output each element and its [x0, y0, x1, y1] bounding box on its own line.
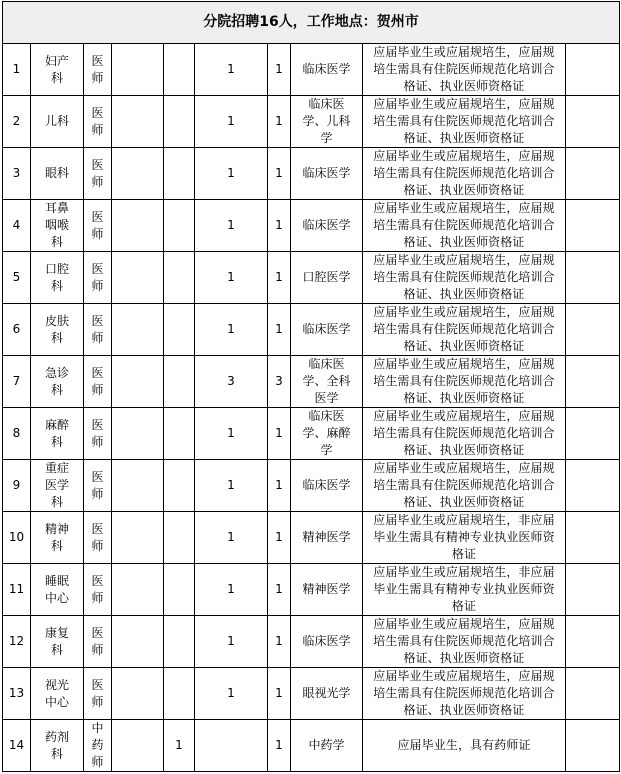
table-row: [3, 616, 620, 668]
cell-department: [31, 512, 84, 564]
cell-requirements-line: 应届毕业生或应届规培生，应届规: [373, 461, 555, 475]
cell-position: [84, 96, 112, 148]
cell-count-a: [164, 668, 195, 720]
cell-requirements: [363, 720, 566, 772]
cell-department-line: 科: [50, 330, 63, 345]
cell-requirements-line: 培生需具有住院医师规范化培训合: [373, 218, 555, 232]
cell-requirements-line: 培生需具有住院医师规范化培训合: [373, 270, 555, 284]
cell-position-line: 师: [91, 278, 104, 293]
cell-requirements-line: 培生需具有住院医师规范化培训合: [373, 634, 555, 648]
table-row: [3, 148, 620, 200]
cell-requirements-line: 格证、执业医师资格证: [403, 703, 525, 717]
cell-blank-a: [112, 668, 164, 720]
cell-no: 10: [3, 512, 31, 564]
cell-blank-a: [112, 460, 164, 512]
cell-position-line: 药: [91, 738, 104, 752]
cell-department-line: 中心: [44, 590, 69, 605]
cell-department-line: 科: [50, 382, 63, 397]
cell-department-line: 口腔: [44, 261, 69, 276]
cell-major: [291, 304, 363, 356]
cell-blank-a: [112, 616, 164, 668]
cell-requirements-line: 格证、执业医师资格证: [403, 651, 525, 665]
cell-count-total: 1: [268, 408, 291, 460]
cell-count-b: 1: [195, 460, 268, 512]
cell-position-line: 师: [91, 694, 104, 709]
table-title-row: [3, 2, 620, 44]
cell-major: [291, 460, 363, 512]
cell-department-line: 药剂: [44, 729, 69, 744]
cell-requirements-line: 应届毕业生或应届规培生，应届规: [373, 201, 555, 215]
cell-count-a: [164, 564, 195, 616]
cell-position-line: 师: [91, 434, 104, 449]
cell-count-b: 1: [195, 96, 268, 148]
cell-blank-a: [112, 252, 164, 304]
cell-major: [291, 668, 363, 720]
cell-department: [31, 304, 84, 356]
cell-requirements: [363, 148, 566, 200]
cell-department-line: 麻醉: [44, 417, 69, 432]
cell-requirements-line: 格证、执业医师资格证: [403, 79, 525, 93]
cell-major-line: 学、全科: [302, 374, 351, 388]
cell-count-total: 1: [268, 720, 291, 772]
cell-major-line: 临床医学: [302, 478, 351, 492]
cell-requirements-line: 培生需具有住院医师规范化培训合: [373, 686, 555, 700]
cell-major-line: 临床医学: [302, 322, 351, 336]
cell-no: 9: [3, 460, 31, 512]
cell-department: [31, 252, 84, 304]
cell-count-b: 1: [195, 668, 268, 720]
cell-blank-a: [112, 304, 164, 356]
cell-major-line: 临床医学: [302, 62, 351, 76]
cell-count-total: 1: [268, 304, 291, 356]
cell-position: [84, 564, 112, 616]
cell-remarks: [566, 252, 620, 304]
cell-no: 3: [3, 148, 31, 200]
cell-position-line: 医: [91, 469, 104, 484]
cell-position: [84, 668, 112, 720]
cell-requirements-line: 应届毕业生或应届规培生，应届规: [373, 409, 555, 423]
cell-no: 12: [3, 616, 31, 668]
cell-department: [31, 148, 84, 200]
cell-count-b: 1: [195, 304, 268, 356]
cell-remarks: [566, 408, 620, 460]
cell-count-a: [164, 44, 195, 96]
cell-requirements-line: 应届毕业生或应届规培生，应届规: [373, 357, 555, 371]
cell-count-total: 1: [268, 668, 291, 720]
cell-major-line: 医学: [314, 391, 339, 405]
cell-requirements: [363, 512, 566, 564]
cell-department-line: 中心: [44, 694, 69, 709]
cell-remarks: [566, 44, 620, 96]
cell-major-line: 精神医学: [302, 530, 351, 544]
cell-requirements-line: 格证、执业医师资格证: [403, 495, 525, 509]
cell-department-line: 科: [50, 235, 63, 249]
cell-position-line: 师: [91, 642, 104, 657]
cell-count-b: 1: [195, 148, 268, 200]
cell-no: 5: [3, 252, 31, 304]
cell-major: [291, 512, 363, 564]
cell-count-b: 1: [195, 616, 268, 668]
cell-position: [84, 408, 112, 460]
cell-major: [291, 356, 363, 408]
cell-department-line: 妇产: [44, 53, 69, 68]
cell-position: [84, 304, 112, 356]
cell-blank-a: [112, 200, 164, 252]
cell-no: 4: [3, 200, 31, 252]
table-row: [3, 252, 620, 304]
cell-major-line: 学: [320, 443, 333, 457]
recruitment-table: [2, 1, 620, 772]
cell-position-line: 师: [91, 122, 104, 137]
cell-department-line: 科: [50, 434, 63, 449]
table-row: [3, 460, 620, 512]
cell-requirements-line: 格证、执业医师资格证: [403, 131, 525, 145]
cell-requirements: [363, 408, 566, 460]
cell-no: 14: [3, 720, 31, 772]
cell-department: [31, 96, 84, 148]
cell-requirements: [363, 356, 566, 408]
cell-major-line: 临床医: [308, 409, 345, 423]
cell-position-line: 医: [91, 261, 104, 276]
cell-department-line: 视光: [44, 677, 69, 692]
table-row: [3, 564, 620, 616]
cell-department: [31, 200, 84, 252]
cell-requirements: [363, 564, 566, 616]
cell-position-line: 师: [91, 486, 104, 501]
cell-major: [291, 96, 363, 148]
cell-remarks: [566, 200, 620, 252]
cell-no: 13: [3, 668, 31, 720]
cell-department-line: 科: [50, 495, 63, 509]
cell-remarks: [566, 668, 620, 720]
cell-major-line: 临床医: [308, 357, 345, 371]
cell-count-a: [164, 512, 195, 564]
cell-department-line: 康复: [44, 625, 69, 640]
cell-department: [31, 460, 84, 512]
cell-major-line: 口腔医学: [302, 270, 351, 284]
cell-department: [31, 668, 84, 720]
cell-requirements: [363, 252, 566, 304]
cell-requirements-line: 培生需具有住院医师规范化培训合: [373, 114, 555, 128]
cell-count-b: 1: [195, 252, 268, 304]
cell-blank-a: [112, 512, 164, 564]
cell-count-total: 1: [268, 460, 291, 512]
cell-position-line: 师: [91, 538, 104, 553]
cell-department-line: 眼科: [44, 166, 69, 180]
cell-requirements-line: 应届毕业生或应届规培生，应届规: [373, 45, 555, 59]
table-row: [3, 200, 620, 252]
cell-department-line: 儿科: [44, 114, 69, 128]
cell-requirements-line: 应届毕业生或应届规培生，应届规: [373, 149, 555, 163]
cell-count-total: 1: [268, 44, 291, 96]
cell-department-line: 科: [50, 70, 63, 85]
cell-major: [291, 564, 363, 616]
cell-department-line: 科: [50, 746, 63, 761]
cell-blank-a: [112, 96, 164, 148]
cell-department-line: 皮肤: [44, 313, 69, 328]
cell-position-line: 师: [91, 755, 104, 769]
cell-remarks: [566, 96, 620, 148]
cell-count-a: [164, 616, 195, 668]
cell-requirements: [363, 668, 566, 720]
cell-major-line: 临床医学: [302, 166, 351, 180]
cell-blank-a: [112, 356, 164, 408]
cell-position: [84, 200, 112, 252]
cell-count-total: 1: [268, 96, 291, 148]
cell-remarks: [566, 356, 620, 408]
cell-requirements: [363, 44, 566, 96]
cell-count-b: 1: [195, 200, 268, 252]
cell-requirements-line: 格证、执业医师资格证: [403, 183, 525, 197]
cell-major: [291, 616, 363, 668]
cell-requirements-line: 格证、执业医师资格证: [403, 235, 525, 249]
cell-requirements: [363, 304, 566, 356]
cell-position: [84, 44, 112, 96]
table-row: [3, 356, 620, 408]
cell-count-a: [164, 356, 195, 408]
cell-position-line: 中: [91, 721, 104, 735]
cell-major: [291, 408, 363, 460]
cell-position-line: 医: [91, 53, 104, 68]
cell-department: [31, 44, 84, 96]
cell-position-line: 医: [91, 417, 104, 432]
cell-count-a: [164, 408, 195, 460]
cell-requirements-line: 培生需具有住院医师规范化培训合: [373, 322, 555, 336]
cell-major-line: 中药学: [308, 738, 345, 752]
cell-position: [84, 512, 112, 564]
table-title: 分院招聘16人，工作地点：贺州市: [3, 2, 620, 44]
cell-position-line: 医: [91, 573, 104, 588]
cell-requirements-line: 培生需具有住院医师规范化培训合: [373, 62, 555, 76]
cell-position-line: 医: [91, 365, 104, 380]
table-row: [3, 720, 620, 772]
cell-major-line: 临床医学: [302, 634, 351, 648]
cell-count-b: 1: [195, 564, 268, 616]
cell-blank-a: [112, 148, 164, 200]
cell-count-a: 1: [164, 720, 195, 772]
cell-position-line: 医: [91, 209, 104, 224]
cell-remarks: [566, 512, 620, 564]
cell-major: [291, 252, 363, 304]
cell-position: [84, 460, 112, 512]
cell-requirements-line: 格证、执业医师资格证: [403, 443, 525, 457]
cell-requirements-line: 培生需具有住院医师规范化培训合: [373, 478, 555, 492]
cell-major-line: 学、麻醉: [302, 426, 351, 440]
cell-major-line: 临床医学: [302, 218, 351, 232]
cell-requirements-line: 毕业生需具有精神专业执业医师资: [373, 530, 555, 544]
cell-no: 6: [3, 304, 31, 356]
cell-requirements-line: 格证、执业医师资格证: [403, 339, 525, 353]
cell-position-line: 师: [91, 70, 104, 85]
cell-position-line: 医: [91, 521, 104, 536]
cell-count-b: 1: [195, 408, 268, 460]
cell-department-line: 耳鼻: [44, 201, 69, 215]
cell-requirements-line: 应届毕业生或应届规培生，非应届: [373, 513, 555, 527]
cell-requirements-line: 格证、执业医师资格证: [403, 287, 525, 301]
table-row: [3, 668, 620, 720]
cell-department-line: 医学: [44, 478, 69, 492]
cell-remarks: [566, 564, 620, 616]
table-row: [3, 44, 620, 96]
cell-position: [84, 148, 112, 200]
cell-department-line: 重症: [44, 461, 69, 475]
cell-blank-a: [112, 564, 164, 616]
cell-major-line: 临床医: [308, 97, 345, 111]
cell-requirements-line: 应届毕业生或应届规培生，非应届: [373, 565, 555, 579]
cell-count-total: 3: [268, 356, 291, 408]
cell-position-line: 师: [91, 174, 104, 189]
cell-count-a: [164, 460, 195, 512]
cell-major-line: 精神医学: [302, 582, 351, 596]
cell-department-line: 急诊: [44, 365, 69, 380]
cell-count-total: 1: [268, 252, 291, 304]
cell-requirements-line: 培生需具有住院医师规范化培训合: [373, 374, 555, 388]
cell-requirements: [363, 460, 566, 512]
cell-count-total: 1: [268, 148, 291, 200]
cell-remarks: [566, 304, 620, 356]
cell-requirements-line: 格证: [451, 547, 477, 561]
cell-remarks: [566, 460, 620, 512]
cell-blank-a: [112, 720, 164, 772]
cell-remarks: [566, 720, 620, 772]
cell-position-line: 医: [91, 313, 104, 328]
cell-no: 1: [3, 44, 31, 96]
cell-position-line: 医: [91, 157, 104, 172]
cell-department-line: 精神: [44, 521, 69, 536]
cell-major-line: 学、儿科: [302, 114, 351, 128]
table-row: [3, 304, 620, 356]
cell-department: [31, 564, 84, 616]
cell-count-a: [164, 148, 195, 200]
cell-position-line: 医: [91, 105, 104, 120]
cell-major-line: 学: [320, 131, 333, 145]
cell-department-line: 科: [50, 538, 63, 553]
cell-count-total: 1: [268, 564, 291, 616]
cell-no: 7: [3, 356, 31, 408]
cell-position: [84, 616, 112, 668]
cell-major: [291, 720, 363, 772]
cell-requirements-line: 应届毕业生或应届规培生，应届规: [373, 253, 555, 267]
cell-position-line: 医: [91, 677, 104, 692]
cell-requirements-line: 培生需具有住院医师规范化培训合: [373, 426, 555, 440]
cell-department: [31, 356, 84, 408]
cell-blank-a: [112, 408, 164, 460]
cell-position: [84, 356, 112, 408]
cell-remarks: [566, 148, 620, 200]
cell-count-b: 1: [195, 44, 268, 96]
cell-department-line: 睡眠: [44, 573, 69, 588]
cell-count-b: 3: [195, 356, 268, 408]
cell-no: 8: [3, 408, 31, 460]
cell-requirements-line: 毕业生需具有精神专业执业医师资: [373, 582, 555, 596]
cell-count-a: [164, 96, 195, 148]
cell-department: [31, 408, 84, 460]
cell-major: [291, 44, 363, 96]
table-row: [3, 408, 620, 460]
cell-count-a: [164, 304, 195, 356]
cell-no: 11: [3, 564, 31, 616]
cell-requirements-line: 应届毕业生，具有药师证: [397, 738, 531, 752]
cell-position-line: 医: [91, 625, 104, 640]
cell-count-a: [164, 252, 195, 304]
table-row: [3, 96, 620, 148]
cell-requirements-line: 格证: [451, 599, 477, 613]
cell-requirements-line: 应届毕业生或应届规培生，应届规: [373, 97, 555, 111]
cell-department-line: 科: [50, 278, 63, 293]
cell-requirements: [363, 96, 566, 148]
cell-department: [31, 616, 84, 668]
cell-position-line: 师: [91, 590, 104, 605]
cell-count-total: 1: [268, 200, 291, 252]
cell-count-total: 1: [268, 616, 291, 668]
cell-remarks: [566, 616, 620, 668]
cell-blank-a: [112, 44, 164, 96]
cell-position: [84, 252, 112, 304]
cell-requirements: [363, 200, 566, 252]
cell-no: 2: [3, 96, 31, 148]
cell-major-line: 眼视光学: [302, 686, 351, 700]
cell-position-line: 师: [91, 382, 104, 397]
cell-requirements-line: 格证、执业医师资格证: [403, 391, 525, 405]
cell-requirements-line: 应届毕业生或应届规培生，应届规: [373, 669, 555, 683]
cell-requirements-line: 应届毕业生或应届规培生，应届规: [373, 305, 555, 319]
cell-requirements: [363, 616, 566, 668]
cell-count-b: 1: [195, 512, 268, 564]
table-row: [3, 512, 620, 564]
cell-major: [291, 148, 363, 200]
cell-requirements-line: 应届毕业生或应届规培生，应届规: [373, 617, 555, 631]
cell-position-line: 师: [91, 330, 104, 345]
cell-requirements-line: 培生需具有住院医师规范化培训合: [373, 166, 555, 180]
cell-major: [291, 200, 363, 252]
cell-position: [84, 720, 112, 772]
cell-count-a: [164, 200, 195, 252]
cell-position-line: 师: [91, 226, 104, 241]
cell-department-line: 科: [50, 642, 63, 657]
cell-department-line: 咽喉: [44, 218, 69, 232]
cell-count-b: [195, 720, 268, 772]
cell-count-total: 1: [268, 512, 291, 564]
cell-department: [31, 720, 84, 772]
